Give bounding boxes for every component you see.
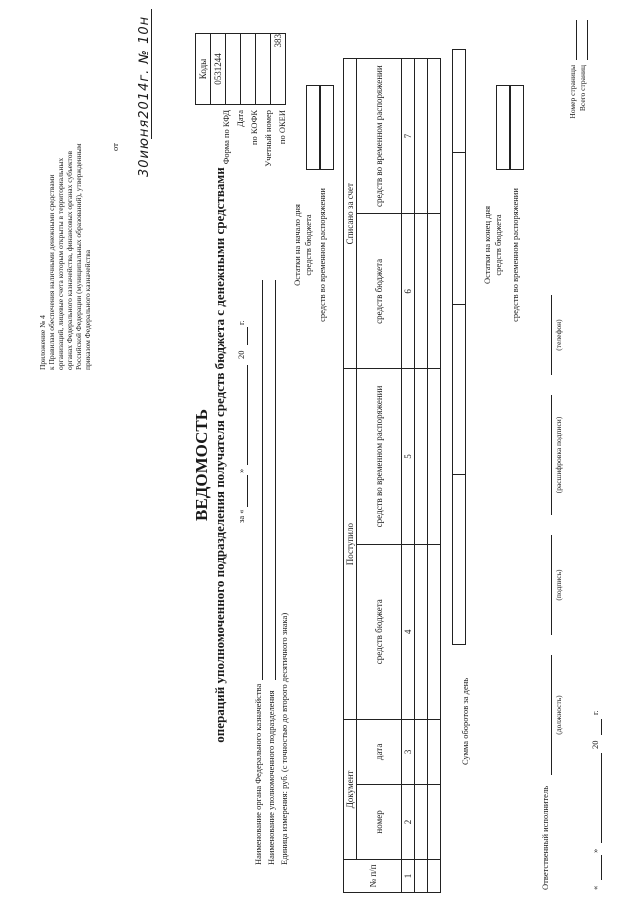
footer-date-open: « xyxy=(590,885,600,890)
appendix-note xyxy=(38,30,92,370)
total-pages-line xyxy=(587,20,588,60)
opening-balance-budget-box xyxy=(306,85,320,170)
period-year-prefix: 20 xyxy=(236,350,246,359)
table-cell xyxy=(428,59,441,214)
footer-day-line xyxy=(601,855,602,880)
field-unit: Единица измерения: руб. (с точностью до второго десятичного знака) xyxy=(279,612,289,865)
period-za: за « xyxy=(236,509,246,523)
field-subdivision-line xyxy=(275,280,276,680)
table-row xyxy=(415,59,428,893)
table-cell xyxy=(415,369,428,544)
col-num-7: 7 xyxy=(402,59,415,214)
footer-year-suffix: г. xyxy=(590,710,600,715)
opening-balance-temp-box xyxy=(320,85,334,170)
received-group-header: Поступило xyxy=(344,369,357,719)
col-num-2: 2 xyxy=(402,784,415,859)
opening-balance-temp-label: средств во временном распоряжении xyxy=(317,188,327,322)
col-num-6: 6 xyxy=(402,214,415,369)
period-month-line xyxy=(247,365,248,465)
closing-balance-temp-box xyxy=(510,85,524,170)
col-written-budget-header: средств бюджета xyxy=(357,214,402,369)
col-date-header: дата xyxy=(357,719,402,784)
order-underline xyxy=(151,9,152,139)
col-num-1: 1 xyxy=(402,859,415,892)
period-year-suffix: г. xyxy=(236,320,246,325)
field-fk-organ: Наименование органа Федерального казначейства xyxy=(253,683,263,865)
total-pages-label: Всего страниц xyxy=(578,65,587,112)
codes-label-okei: по ОКЕИ xyxy=(277,110,287,145)
table-cell xyxy=(428,214,441,369)
order-handwritten: 30июня2014г. № 10н xyxy=(137,15,152,177)
period-day-line xyxy=(247,475,248,507)
decoding-caption: (расшифровка подписи) xyxy=(554,416,563,494)
sum-row-divider xyxy=(452,304,466,305)
opening-balance-budget-label: средств бюджета xyxy=(303,214,313,276)
closing-balance-budget-box xyxy=(496,85,510,170)
closing-balance-temp-label: средств во временном распоряжении xyxy=(510,188,520,322)
table-cell xyxy=(415,214,428,369)
footer-year-line xyxy=(601,719,602,735)
table-cell xyxy=(415,859,428,892)
period-quote-close: » xyxy=(236,468,246,473)
footer-year-prefix: 20 xyxy=(590,740,600,749)
footer-date-close: » xyxy=(590,848,600,853)
table-cell xyxy=(428,544,441,719)
page-title: ВЕДОМОСТЬ xyxy=(192,409,211,521)
appendix-line: Приложение № 4 xyxy=(38,315,47,370)
code-okei: 383 xyxy=(271,34,286,105)
col-num-3: 3 xyxy=(402,719,415,784)
table-cell xyxy=(415,544,428,719)
codes-label-date: Дата xyxy=(235,110,245,127)
phone-line xyxy=(551,295,552,375)
footer-month-line xyxy=(601,753,602,843)
table-cell xyxy=(415,784,428,859)
written-off-group-header: Списано за счет xyxy=(344,59,357,369)
page-number-line xyxy=(576,20,577,60)
operations-table xyxy=(343,58,441,893)
code-account xyxy=(256,34,271,105)
closing-balance-budget-label: средств бюджета xyxy=(493,214,503,276)
table-cell xyxy=(415,59,428,214)
order-prefix: от xyxy=(110,143,120,151)
code-kofk xyxy=(241,34,256,105)
col-written-temp-header: средств во временном распоряжении xyxy=(357,59,402,214)
responsible-label: Ответственный исполнитель xyxy=(540,785,550,890)
field-fk-organ-line xyxy=(262,280,263,680)
codes-label-kofk: по КОФК xyxy=(249,110,259,146)
table-cell xyxy=(428,719,441,784)
signature-line xyxy=(551,535,552,635)
closing-balance-title: Остатки на конец дня xyxy=(482,206,492,284)
appendix-line: Российской Федерации (муниципальных образований), утвержденным xyxy=(74,143,83,370)
doc-group-header: Документ xyxy=(344,719,357,859)
col-received-budget-header: средств бюджета xyxy=(357,544,402,719)
codes-label-account: Учетный номер xyxy=(263,110,273,167)
appendix-line: приказом Федерального казначейства xyxy=(83,249,92,370)
sum-row-box xyxy=(452,49,466,645)
sum-row-divider xyxy=(452,474,466,475)
codes-label-form: Форма по КФД xyxy=(221,110,231,165)
position-caption: (должность) xyxy=(554,695,563,735)
col-no-header: № п/п xyxy=(344,859,402,892)
col-num-5: 5 xyxy=(402,369,415,544)
opening-balance-title: Остатки на начало дня xyxy=(292,204,302,286)
sum-row-divider xyxy=(452,152,466,153)
table-cell xyxy=(428,859,441,892)
codes-table xyxy=(195,33,286,105)
decoding-line xyxy=(551,395,552,515)
table-cell xyxy=(428,369,441,544)
sum-label: Сумма оборотов за день xyxy=(460,677,470,765)
code-date xyxy=(226,34,241,105)
table-cell xyxy=(415,719,428,784)
col-received-temp-header: средств во временном распоряжении xyxy=(357,369,402,544)
period-year-line xyxy=(247,327,248,345)
phone-caption: (телефон) xyxy=(554,319,563,351)
code-form: 0531244 xyxy=(211,34,226,105)
col-num-4: 4 xyxy=(402,544,415,719)
appendix-line: к Правилам обеспечения наличными денежными средствами xyxy=(47,174,56,370)
col-number-header: номер xyxy=(357,784,402,859)
table-cell xyxy=(428,784,441,859)
page-subtitle: операций уполномоченного подразделения получателя средств бюджета с денежными средствами xyxy=(212,167,227,743)
appendix-line: органах Федерального казначейства, финансовых органах субъектов xyxy=(65,151,74,370)
signature-caption: (подпись) xyxy=(554,569,563,601)
appendix-line: организаций, лицевые счета которым открыты в территориальных xyxy=(56,157,65,370)
codes-header: Коды xyxy=(196,34,211,105)
position-line xyxy=(551,655,552,775)
page-number-label: Номер страницы xyxy=(568,65,577,119)
table-row xyxy=(428,59,441,893)
field-subdivision: Наименование уполномоченного подразделения xyxy=(266,690,276,865)
